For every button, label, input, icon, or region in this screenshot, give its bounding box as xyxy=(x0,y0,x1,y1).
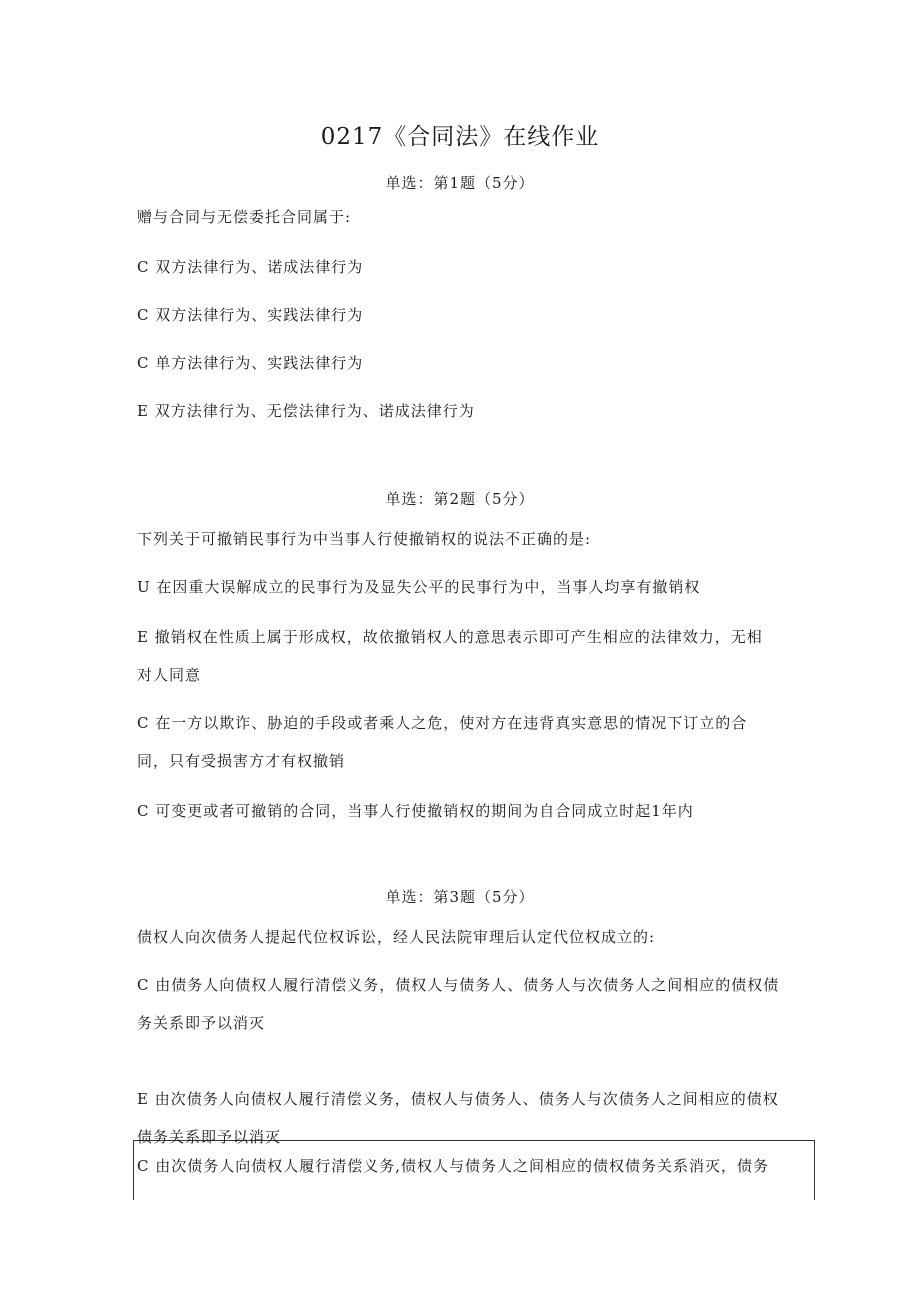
question-3-header: 单选：第3题（5分） xyxy=(385,888,535,906)
question-3-option[interactable]: C 由债务人向债权人履行清偿义务，债权人与债务人、债务人与次债务人之间相应的债权债 xyxy=(137,976,780,994)
question-2-option-continued: 对人同意 xyxy=(137,666,202,684)
page-title: 0217《合同法》在线作业 xyxy=(320,124,600,150)
question-1-option[interactable]: C 双方法律行为、实践法律行为 xyxy=(137,306,364,324)
question-2-option[interactable]: E 撤销权在性质上属于形成权，故依撤销权人的意思表示即可产生相应的法律效力，无相 xyxy=(137,628,763,646)
question-3-option: C 由次债务人向债权人履行清偿义务,债权人与债务人之间相应的债权债务关系消灭，债务 xyxy=(137,1157,770,1175)
question-2-option[interactable]: C 可变更或者可撤销的合同，当事人行使撤销权的期间为自合同成立时起1年内 xyxy=(137,802,694,820)
question-3-highlighted-option[interactable] xyxy=(133,1140,815,1200)
question-2-option[interactable]: C 在一方以欺诈、胁迫的手段或者乘人之危，使对方在违背真实意思的情况下订立的合 xyxy=(137,714,748,732)
question-3-option[interactable]: E 由次债务人向债权人履行清偿义务，债权人与债务人、债务人与次债务人之间相应的债权 xyxy=(137,1090,779,1108)
question-2-header: 单选：第2题（5分） xyxy=(385,490,535,508)
question-3-option-continued: 债务关系即予以消灭 xyxy=(137,1128,282,1146)
question-1-option[interactable]: C 单方法律行为、实践法律行为 xyxy=(137,354,364,372)
question-1-option[interactable]: C 双方法律行为、诺成法律行为 xyxy=(137,258,364,276)
question-2-option-continued: 同，只有受损害方才有权撤销 xyxy=(137,752,346,770)
question-3-stem: 债权人向次债务人提起代位权诉讼，经人民法院审理后认定代位权成立的: xyxy=(137,928,656,946)
question-2-stem: 下列关于可撤销民事行为中当事人行使撤销权的说法不正确的是: xyxy=(137,530,592,548)
question-2-option[interactable]: U 在因重大误解成立的民事行为及显失公平的民事行为中，当事人均享有撤销权 xyxy=(137,578,701,596)
question-1-header: 单选：第1题（5分） xyxy=(385,174,535,192)
question-1-stem: 赠与合同与无偿委托合同属于: xyxy=(137,208,352,226)
question-1-option[interactable]: E 双方法律行为、无偿法律行为、诺成法律行为 xyxy=(137,402,475,420)
question-3-option-continued: 务关系即予以消灭 xyxy=(137,1014,266,1032)
